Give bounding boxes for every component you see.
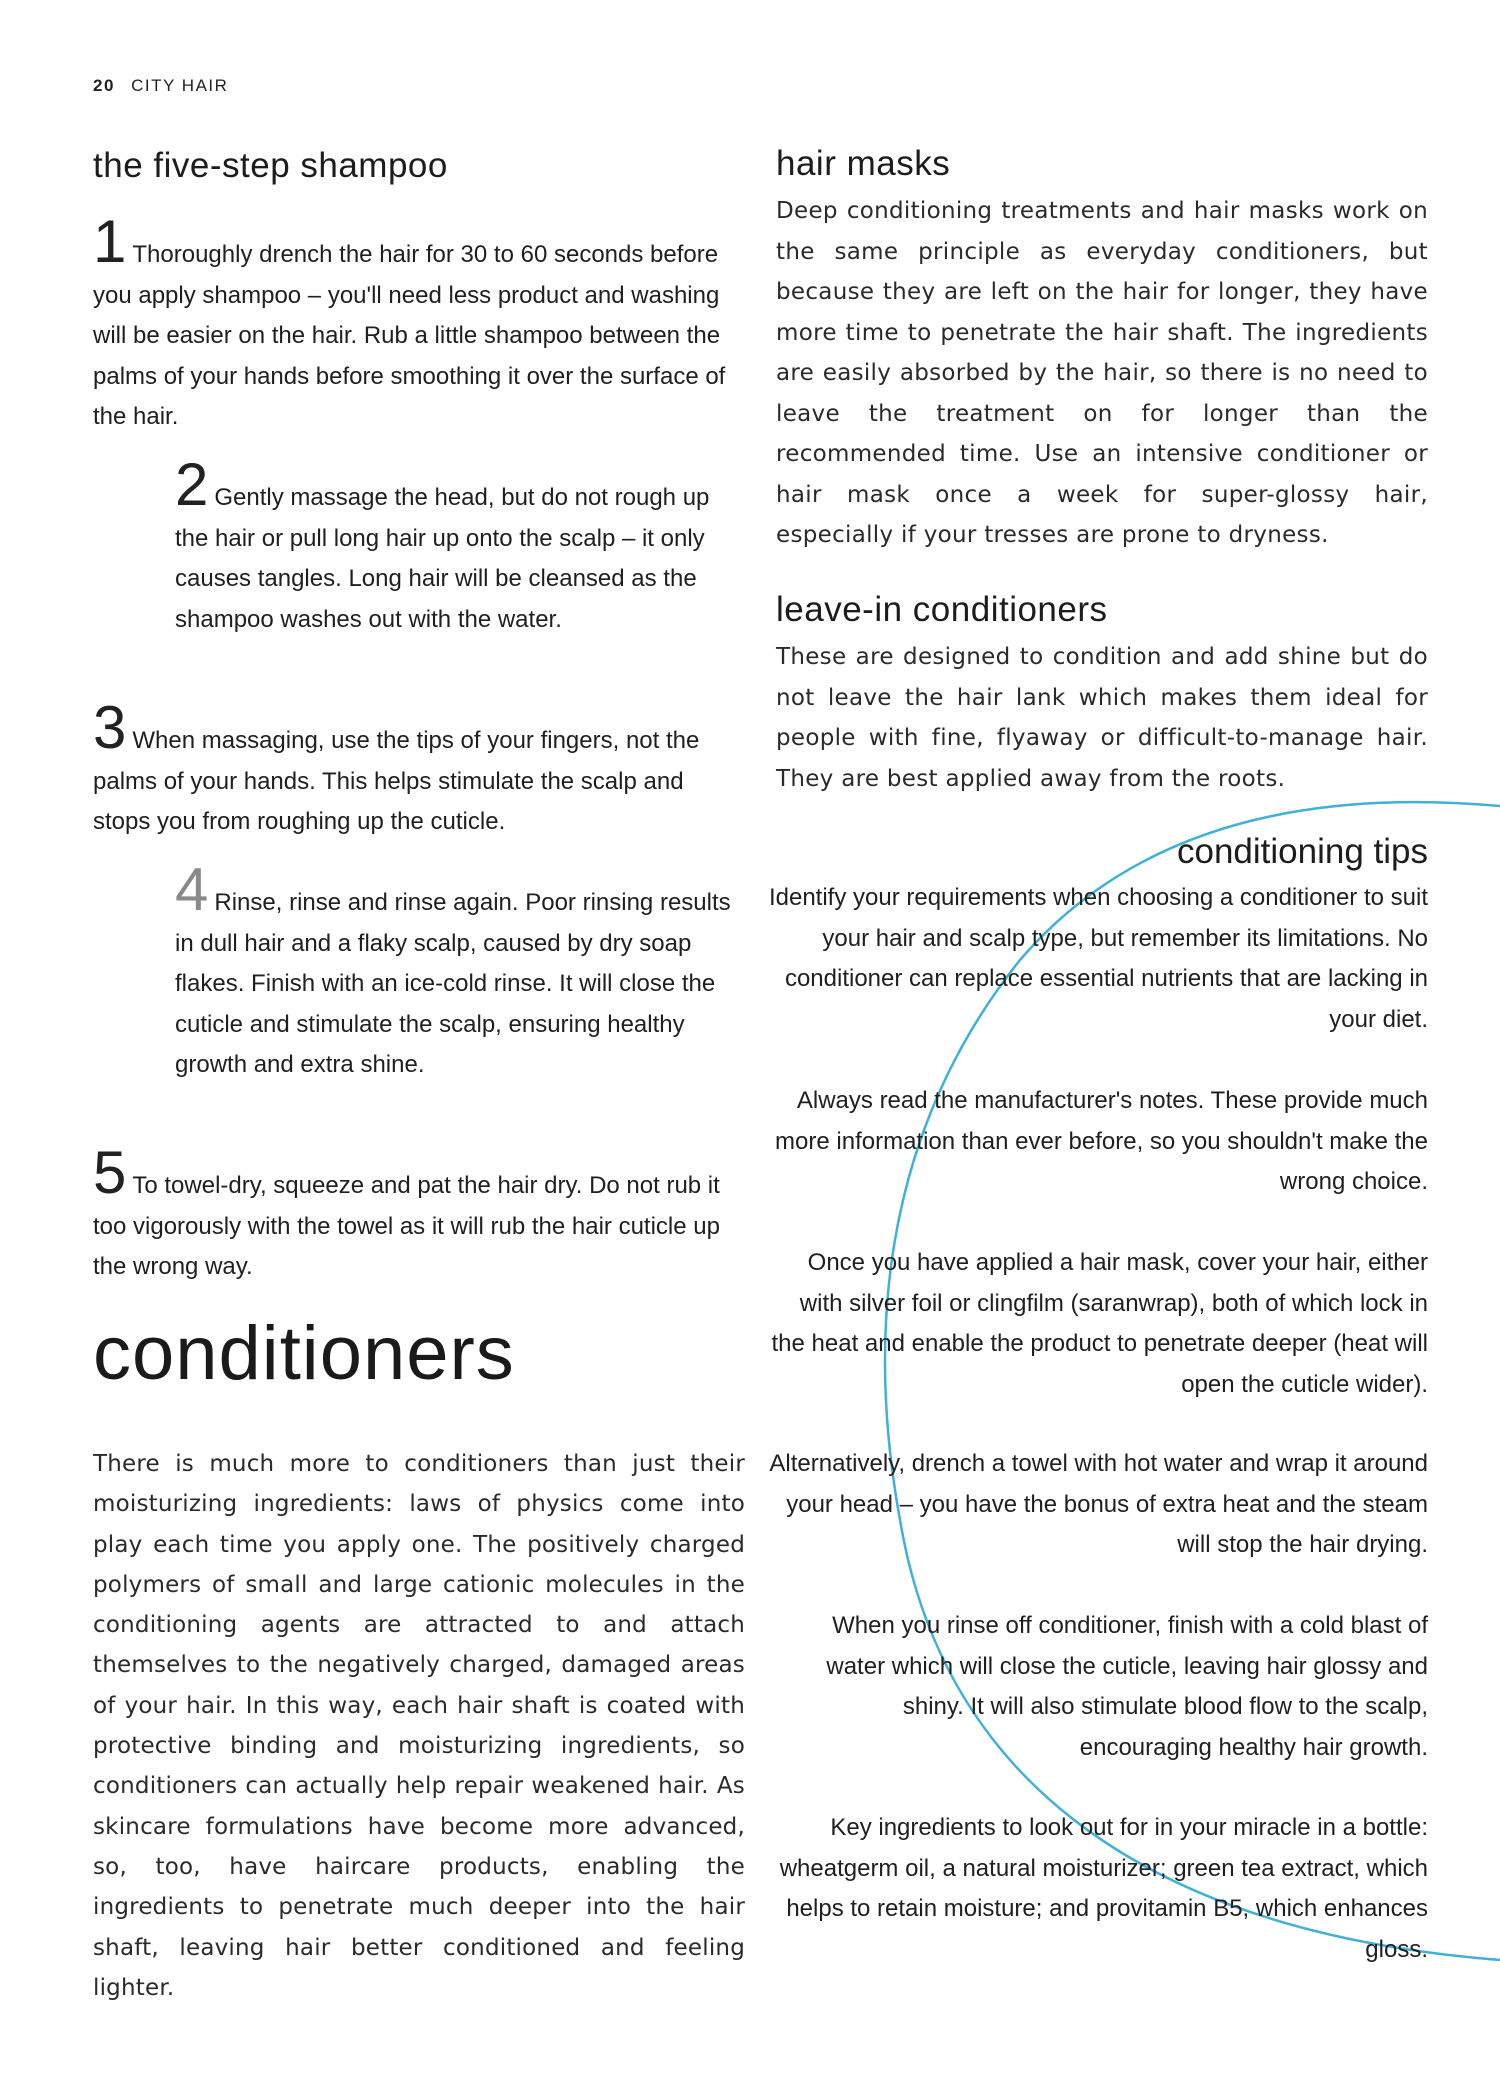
leave-in-title: leave-in conditioners xyxy=(776,590,1108,629)
step-text: Gently massage the head, but do not rough up the hair or pull long hair up onto the scalp – it only causes tangles. Long hair will be cleansed as the shampoo washes out with the water. xyxy=(175,484,710,633)
leave-in-body: These are designed to condition and add shine but do not leave the hair lank which makes them ideal for people with fine, flyaway or difficult-to-manage hair. They are best applied away from the roots. xyxy=(776,644,1428,792)
shampoo-step-2 xyxy=(175,451,735,640)
section-name: CITY HAIR xyxy=(131,76,229,95)
conditioners-title: conditioners xyxy=(93,1311,515,1396)
tip-item: Identify your requirements when choosing a conditioner to suit your hair and scalp type, but remember its limitations. No conditioner can replace essential nutrients that are lacking in your diet. xyxy=(768,884,1428,1033)
step-number: 4 xyxy=(175,856,209,923)
tip-item: Alternatively, drench a towel with hot water and wrap it around your head – you have the bonus of extra heat and the steam will stop the hair drying. xyxy=(769,1450,1428,1558)
step-text: When massaging, use the tips of your fingers, not the palms of your hands. This helps stimulate the scalp and stops you from roughing up the cuticle. xyxy=(93,727,700,835)
hair-masks-body: Deep conditioning treatments and hair masks work on the same principle as everyday conditioners, but because they are left on the hair for longer, they have more time to penetrate the hair shaft. The ingredients are easily absorbed by the hair, so there is no need to leave the treatment on for longer than the recommended time. Use an intensive conditioner or hair mask once a week for super-glossy hair, especially if your tresses are prone to dryness. xyxy=(776,198,1428,548)
shampoo-step-1 xyxy=(93,208,743,438)
hair-masks-title: hair masks xyxy=(776,144,951,183)
tip-item: Once you have applied a hair mask, cover your hair, either with silver foil or clingfilm (saranwrap), both of which lock in the heat and enable the product to penetrate deeper (heat will open the cuticle wider). xyxy=(771,1249,1428,1398)
tip-item: When you rinse off conditioner, finish with a cold blast of water which will close the cuticle, leaving hair glossy and shiny. It will also stimulate blood flow to the scalp, encouraging healthy hair growth. xyxy=(826,1612,1428,1761)
step-number: 1 xyxy=(93,208,127,275)
tip-item: Key ingredients to look out for in your miracle in a bottle: wheatgerm oil, a natural moisturizer; green tea extract, which helps to retain moisture; and provitamin B5, which enhances gloss. xyxy=(779,1814,1428,1963)
shampoo-step-5 xyxy=(93,1139,743,1288)
step-text: Thoroughly drench the hair for 30 to 60 seconds before you apply shampoo – you'll need less product and washing will be easier on the hair. Rub a little shampoo between the palms of your hands before smoothing it over the surface of the hair. xyxy=(93,241,726,430)
step-number: 5 xyxy=(93,1139,127,1206)
step-text: Rinse, rinse and rinse again. Poor rinsing results in dull hair and a flaky scalp, caused by dry soap flakes. Finish with an ice-cold rinse. It will close the cuticle and stimulate the scalp, ensuring healthy growth and extra shine. xyxy=(175,889,731,1078)
step-text: To towel-dry, squeeze and pat the hair dry. Do not rub it too vigorously with the towel as it will rub the hair cuticle up the wrong way. xyxy=(93,1172,720,1280)
shampoo-step-3 xyxy=(93,694,743,843)
step-number: 3 xyxy=(93,694,127,761)
step-number: 2 xyxy=(175,451,209,518)
tip-item: Always read the manufacturer's notes. These provide much more information than ever before, so you shouldn't make the wrong choice. xyxy=(775,1087,1428,1195)
page-header xyxy=(93,76,228,96)
page-number: 20 xyxy=(93,76,115,95)
shampoo-step-4 xyxy=(175,856,735,1086)
conditioning-tips-title: conditioning tips xyxy=(1177,832,1428,871)
conditioners-body: There is much more to conditioners than just their moisturizing ingredients: laws of physics come into play each time you apply one. The positively charged polymers of small and large cationic molecules in the conditioning agents are attracted to and attach themselves to the negatively charged, damaged areas of your hair. In this way, each hair shaft is coated with protective binding and moisturizing ingredients, so conditioners can actually help repair weakened hair. As skincare formulations have become more advanced, so, too, have haircare products, enabling the ingredients to penetrate much deeper into the hair shaft, leaving hair better conditioned and feeling lighter. xyxy=(93,1451,745,2001)
shampoo-title: the five-step shampoo xyxy=(93,146,448,185)
